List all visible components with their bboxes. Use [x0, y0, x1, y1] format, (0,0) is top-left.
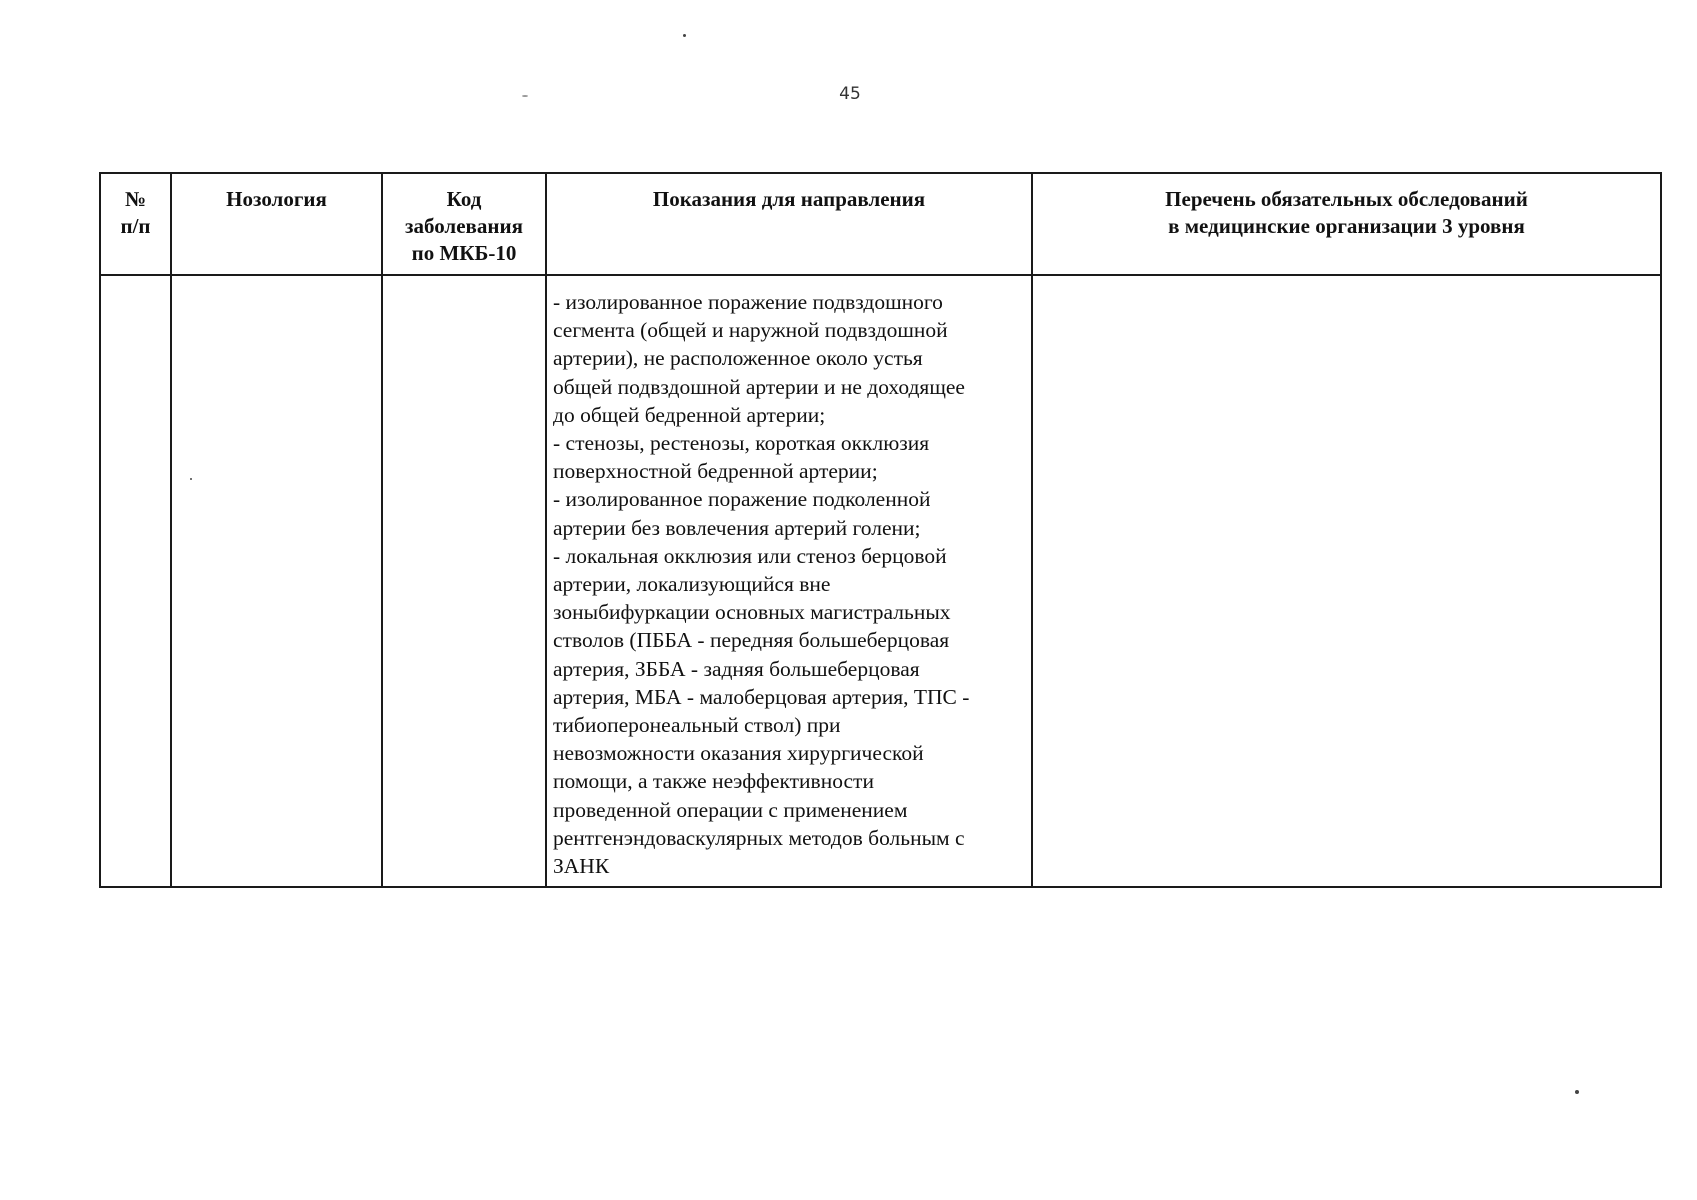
indications-line: - локальная окклюзия или стеноз берцовой — [553, 543, 947, 568]
indications-line: поверхностной бедренной артерии; — [553, 459, 878, 484]
indications-line: невозможности оказания хирургической — [553, 741, 924, 766]
scan-speck — [1575, 1090, 1579, 1094]
header-icd-code-line-3: по МКБ-10 — [411, 241, 517, 265]
indications-line: рентгенэндоваскулярных методов больным с — [553, 825, 965, 850]
header-examinations — [1032, 173, 1661, 275]
table-row — [100, 275, 1661, 887]
header-number-line-2: п/п — [120, 214, 151, 238]
indications-line: до общей бедренной артерии; — [553, 402, 826, 427]
indications-line: общей подвздошной артерии и не доходящее — [553, 374, 965, 399]
header-number-line-1: № — [124, 187, 147, 211]
indications-line: сегмента (общей и наружной подвздошной — [553, 318, 948, 343]
header-icd-code-line-1: Код — [446, 187, 482, 211]
indications-line: - изолированное поражение подвздошного — [553, 290, 943, 314]
indications-line: ЗАНК — [553, 854, 610, 879]
header-indications — [546, 173, 1032, 275]
page-number: 45 — [839, 84, 861, 104]
indications-line: артерии), не расположенное около устья — [553, 346, 923, 371]
indications-line: помощи, а также неэффективности — [553, 769, 874, 794]
header-examinations-line-1: Перечень обязательных обследований — [1165, 187, 1528, 211]
indications-line: артерии без вовлечения артерий голени; — [553, 515, 921, 540]
header-number — [100, 173, 171, 275]
header-indications-text: Показания для направления — [652, 187, 926, 211]
indications-line: - изолированное поражение подколенной — [553, 487, 931, 512]
scan-speck — [522, 95, 528, 97]
indications-line: тибиоперонеальный ствол) при — [553, 713, 841, 738]
header-nosology — [171, 173, 382, 275]
header-icd-code-line-2: заболевания — [405, 214, 523, 238]
indications-line: артерия, ЗББА - задняя большеберцовая — [553, 656, 920, 681]
cell-examinations — [1032, 275, 1661, 887]
cell-icd-code — [382, 275, 546, 887]
cell-indications — [546, 275, 1032, 887]
indications-line: проведенной операции с применением — [553, 797, 908, 822]
indications-line: - стенозы, рестенозы, короткая окклюзия — [553, 431, 930, 456]
indications-line: артерия, МБА - малоберцовая артерия, ТПС - — [553, 684, 970, 709]
indications-line: артерии, локализующийся вне — [553, 572, 831, 597]
scan-speck — [683, 34, 686, 37]
indications-line: зоныбифуркации основных магистральных — [553, 600, 951, 625]
header-icd-code — [382, 173, 546, 275]
indications-line: стволов (ПББА - передняя большеберцовая — [553, 628, 950, 653]
header-nosology-text: Нозология — [226, 187, 327, 211]
cell-nosology — [171, 275, 382, 887]
header-examinations-line-2: в медицинские организации 3 уровня — [1168, 214, 1525, 238]
cell-number — [100, 275, 171, 887]
table-header-row — [100, 173, 1661, 275]
referral-criteria-table — [99, 172, 1662, 888]
